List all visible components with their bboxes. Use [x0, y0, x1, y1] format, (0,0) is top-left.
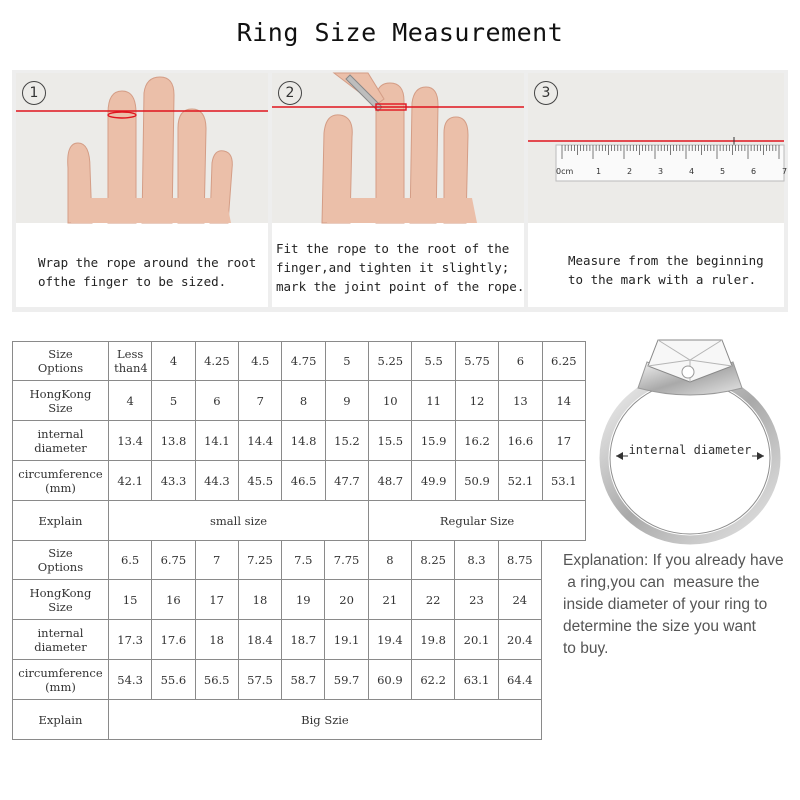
step-1-panel	[16, 73, 268, 307]
step-1-photo	[16, 73, 268, 223]
table-cell: 13.4	[108, 421, 151, 461]
table-cell: 46.5	[282, 461, 325, 501]
row-label-size-options: Size Options	[13, 342, 109, 381]
table-cell: 16	[152, 580, 195, 620]
table-cell: 50.9	[455, 461, 498, 501]
ruler-label: 2	[627, 167, 633, 176]
caption-line: ofthe finger to be sized.	[38, 274, 227, 289]
explanation-line: Explanation: If you already have	[563, 552, 784, 569]
ruler-label: 4	[689, 167, 695, 176]
table-row	[13, 660, 542, 700]
table-row	[13, 541, 542, 580]
table-cell: 20.4	[498, 620, 541, 660]
ring-diameter-label: internal diameter	[628, 443, 752, 457]
ruler-label: 3	[658, 167, 664, 176]
table-cell: 16.6	[499, 421, 542, 461]
row-label-hongkong: HongKong Size	[13, 580, 109, 620]
table-cell: 8	[368, 541, 411, 580]
table-cell: 15	[108, 580, 151, 620]
table-row	[13, 620, 542, 660]
ruler-label: 5	[720, 167, 726, 176]
explanation-text	[563, 550, 795, 660]
explanation-line: a ring,you can measure the	[563, 574, 760, 591]
table-cell: 7.5	[282, 541, 325, 580]
table-row	[13, 501, 586, 541]
table-cell: 64.4	[498, 660, 541, 700]
table-cell: 7.75	[325, 541, 368, 580]
table-cell: 6.5	[108, 541, 151, 580]
ruler-illustration	[528, 73, 788, 223]
table-cell: 13	[499, 381, 542, 421]
table-cell: 15.2	[325, 421, 368, 461]
table-cell: 62.2	[412, 660, 455, 700]
table-row	[13, 461, 586, 501]
table-cell: 5	[325, 342, 368, 381]
table-cell: 5.5	[412, 342, 455, 381]
table-row	[13, 342, 586, 381]
ring-icon	[592, 330, 788, 545]
table-cell: 5	[152, 381, 195, 421]
table-cell: 14.1	[195, 421, 238, 461]
row-label-hongkong: HongKong Size	[13, 381, 109, 421]
table-cell: 47.7	[325, 461, 368, 501]
table-cell: 45.5	[239, 461, 282, 501]
size-table-1	[12, 341, 586, 541]
table-cell: 58.7	[282, 660, 325, 700]
caption-line: Wrap the rope around the root	[38, 255, 257, 270]
table-cell: 19.1	[325, 620, 368, 660]
step-3-photo	[528, 73, 788, 223]
table-cell: 8.75	[498, 541, 541, 580]
table-cell: 4.75	[282, 342, 325, 381]
explain-big-size: Big Szie	[108, 700, 541, 740]
step-3-number-icon: 3	[534, 81, 558, 105]
table-row	[13, 700, 542, 740]
caption-line: mark the joint point of the rope.	[276, 279, 525, 294]
step-3-caption	[568, 251, 776, 289]
ruler-label: 7	[782, 167, 788, 176]
table-cell: 18.4	[238, 620, 281, 660]
table-cell: 8	[282, 381, 325, 421]
explanation-line: to buy.	[563, 640, 609, 657]
step-2-panel	[272, 73, 524, 307]
table-cell: 13.8	[152, 421, 195, 461]
table-row	[13, 421, 586, 461]
row-label-size-options: Size Options	[13, 541, 109, 580]
table-cell: 63.1	[455, 660, 498, 700]
table-cell: 49.9	[412, 461, 455, 501]
step-1-number-icon: 1	[22, 81, 46, 105]
table-cell: 6	[195, 381, 238, 421]
table-cell: 8.25	[412, 541, 455, 580]
table-cell: 4	[108, 381, 151, 421]
explain-small-size: small size	[108, 501, 368, 541]
row-label-internal-diameter: internal diameter	[13, 421, 109, 461]
table-cell: 17	[195, 580, 238, 620]
table-cell: 55.6	[152, 660, 195, 700]
table-cell: 17.3	[108, 620, 151, 660]
table-cell: 10	[369, 381, 412, 421]
table-cell: 9	[325, 381, 368, 421]
table-cell: 48.7	[369, 461, 412, 501]
table-cell: 12	[455, 381, 498, 421]
table-cell: 20.1	[455, 620, 498, 660]
table-cell: 22	[412, 580, 455, 620]
table-cell: Less than4	[108, 342, 151, 381]
table-cell: 18	[238, 580, 281, 620]
row-label-circumference: circumference (mm)	[13, 660, 109, 700]
ruler-label: 6	[751, 167, 757, 176]
table-cell: 17.6	[152, 620, 195, 660]
row-label-explain: Explain	[13, 501, 109, 541]
table-cell: 6.75	[152, 541, 195, 580]
table-cell: 16.2	[455, 421, 498, 461]
caption-line: Measure from the beginning	[568, 253, 764, 268]
table-cell: 53.1	[542, 461, 585, 501]
table-cell: 43.3	[152, 461, 195, 501]
table-cell: 23	[455, 580, 498, 620]
table-cell: 5.75	[455, 342, 498, 381]
table-cell: 60.9	[368, 660, 411, 700]
table-cell: 4.5	[239, 342, 282, 381]
table-cell: 52.1	[499, 461, 542, 501]
table-cell: 20	[325, 580, 368, 620]
table-cell: 19.4	[368, 620, 411, 660]
step-2-caption	[276, 239, 525, 296]
table-cell: 56.5	[195, 660, 238, 700]
table-cell: 17	[542, 421, 585, 461]
table-cell: 42.1	[108, 461, 151, 501]
caption-line: finger,and tighten it slightly;	[276, 260, 510, 275]
table-cell: 7	[239, 381, 282, 421]
table-row	[13, 580, 542, 620]
step-2-number-icon: 2	[278, 81, 302, 105]
table-cell: 6.25	[542, 342, 585, 381]
table-cell: 18.7	[282, 620, 325, 660]
explanation-line: determine the size you want	[563, 618, 756, 635]
table-cell: 7.25	[238, 541, 281, 580]
row-label-internal-diameter: internal diameter	[13, 620, 109, 660]
explanation-line: inside diameter of your ring to	[563, 596, 768, 613]
caption-line: Fit the rope to the root of the	[276, 241, 510, 256]
table-cell: 5.25	[369, 342, 412, 381]
table-cell: 59.7	[325, 660, 368, 700]
table-cell: 14.8	[282, 421, 325, 461]
table-cell: 14	[542, 381, 585, 421]
hand-marking-illustration	[272, 73, 524, 223]
step-3-panel	[528, 73, 788, 307]
table-cell: 21	[368, 580, 411, 620]
table-cell: 15.9	[412, 421, 455, 461]
row-label-explain: Explain	[13, 700, 109, 740]
table-cell: 24	[498, 580, 541, 620]
table-row	[13, 381, 586, 421]
size-table-2	[12, 540, 542, 740]
table-cell: 11	[412, 381, 455, 421]
ruler-label: 0cm	[556, 167, 574, 176]
row-label-circumference: circumference (mm)	[13, 461, 109, 501]
ruler-label: 1	[596, 167, 602, 176]
table-cell: 6	[499, 342, 542, 381]
table-cell: 4.25	[195, 342, 238, 381]
table-cell: 54.3	[108, 660, 151, 700]
ring-illustration	[592, 330, 788, 545]
table-cell: 8.3	[455, 541, 498, 580]
explain-regular-size: Regular Size	[369, 501, 586, 541]
table-cell: 7	[195, 541, 238, 580]
hand-wrapping-illustration	[16, 73, 268, 223]
table-cell: 19	[282, 580, 325, 620]
step-2-photo	[272, 73, 524, 223]
table-cell: 15.5	[369, 421, 412, 461]
table-cell: 18	[195, 620, 238, 660]
page-title: Ring Size Measurement	[236, 18, 564, 47]
table-cell: 57.5	[238, 660, 281, 700]
step-1-caption	[38, 253, 260, 291]
table-cell: 4	[152, 342, 195, 381]
table-cell: 14.4	[239, 421, 282, 461]
table-cell: 19.8	[412, 620, 455, 660]
caption-line: to the mark with a ruler.	[568, 272, 757, 287]
table-cell: 44.3	[195, 461, 238, 501]
